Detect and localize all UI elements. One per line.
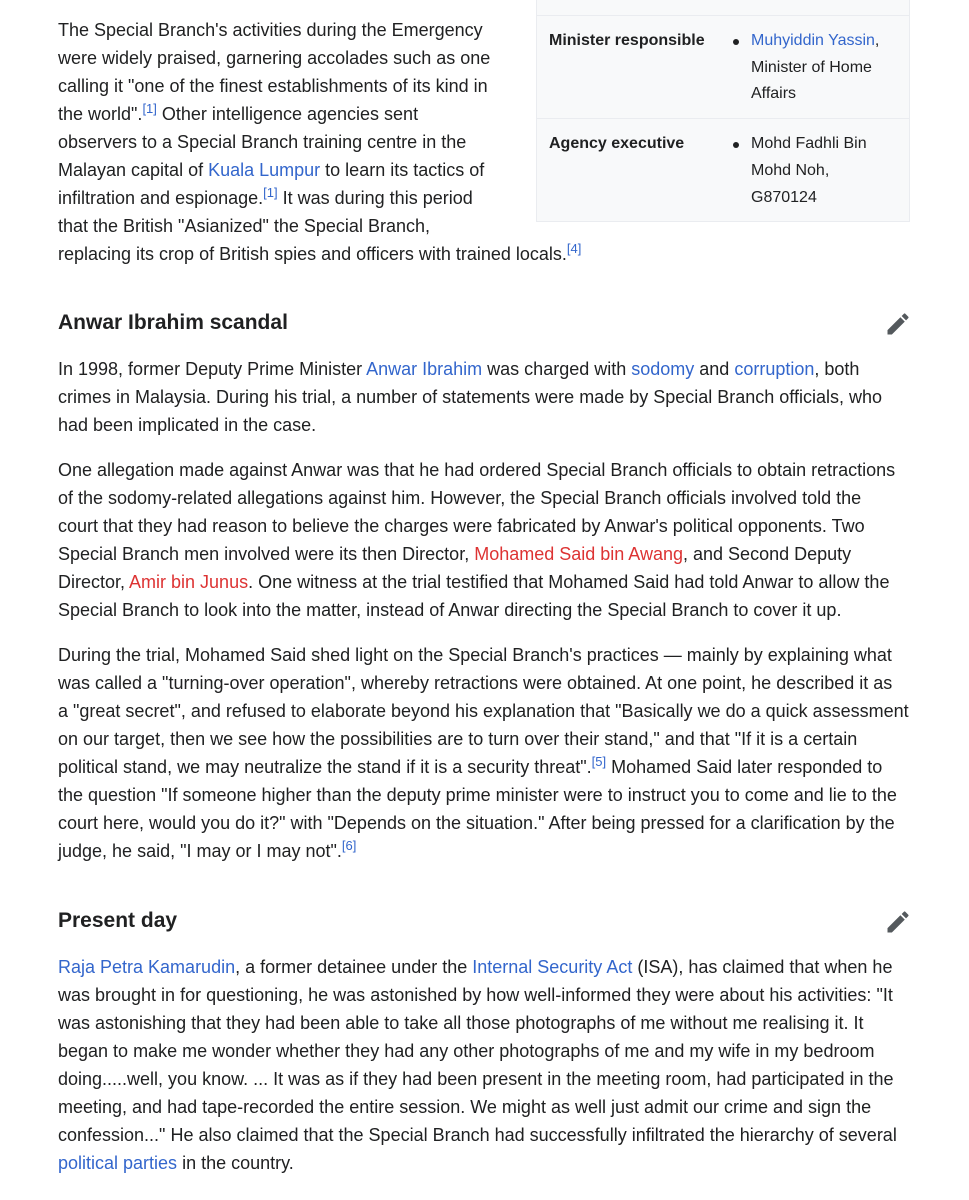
infobox-label: Agency executive (549, 135, 685, 153)
link-mohamed-said-bin-awang[interactable]: Mohamed Said bin Awang (474, 544, 684, 564)
infobox-value: Mohd Fadhli Bin Mohd Noh, G870124 (725, 131, 897, 211)
citation-link[interactable]: [5] (591, 754, 607, 769)
infobox-value: Muhyiddin Yassin, Minister of Home Affairs (725, 28, 897, 108)
link-corruption[interactable]: corruption (734, 359, 815, 379)
link-internal-security-act[interactable]: Internal Security Act (472, 957, 633, 977)
citation-link[interactable]: [4] (566, 241, 582, 256)
infobox-label: Minister responsible (549, 32, 705, 49)
paragraph-present-day: Raja Petra Kamarudin, a former detainee under the Internal Security Act (ISA), has claimed that when he was brought in for questioning, he was astonished by how well-informed they were about his activities: "It was astonishing that they had been able to take all those photographs of me without me realising it. It began to make me wonder whether they had any other photographs of me and my wife in my bedroom doing.....well, you know. ... It was as if they had been present in the meeting room, had participated in the meeting, and had tape-recorded the entire session. We might as well just admit our crime and sign the confession..." He also claimed that the Special Branch had successfully infiltrated the hierarchy of several political parties in the country. (58, 957, 897, 1173)
infobox-top-row (537, 0, 909, 16)
link-anwar-ibrahim[interactable]: Anwar Ibrahim (366, 359, 483, 379)
link-kuala-lumpur[interactable]: Kuala Lumpur (208, 160, 321, 180)
link-sodomy[interactable]: sodomy (631, 359, 695, 379)
paragraph-anwar-charges: In 1998, former Deputy Prime Minister Anwar Ibrahim was charged with sodomy and corruption, both crimes in Malaysia. During his trial, a number of statements were made by Special Branch officials, who had been implicated in the case. (58, 359, 883, 435)
link-raja-petra-kamarudin[interactable]: Raja Petra Kamarudin (58, 957, 236, 977)
link-amir-bin-junus[interactable]: Amir bin Junus (129, 572, 249, 592)
paragraph-allegation: One allegation made against Anwar was that he had ordered Special Branch officials to obtain retractions of the sodomy-related allegations against him. However, the Special Branch officials involved told the court that they had reason to believe the charges were fabricated by Anwar's political opponents. Two Special Branch men involved were its then Director, Mohamed Said bin Awang, and Second Deputy Director, Amir bin Junus. One witness at the trial testified that Mohamed Said had told Anwar to allow the Special Branch to look into the matter, instead of Anwar directing the Special Branch to cover it up. (58, 460, 896, 620)
pencil-icon[interactable] (884, 908, 912, 936)
citation-link[interactable]: [1] (142, 101, 157, 116)
link-muhyiddin-yassin[interactable]: Muhyiddin Yassin (751, 32, 875, 49)
pencil-icon[interactable] (884, 310, 912, 338)
citation-link[interactable]: [1] (263, 185, 278, 200)
paragraph-trial: During the trial, Mohamed Said shed light on the Special Branch's practices — mainly by explaining what was called a "turning-over operation", whereby retractions were obtained. At one point, he described it as a "great secret", and refused to elaborate beyond his explanation that "Basically we do a quick assessment on our target, then we see how the possibilities are to turn over their stand," and that "If it is a certain political stand, we may neutralize the stand if it is a security threat".[5] Mohamed Said later responded to the question "If someone higher than the deputy prime minister were to instruct you to come and lie to the court here, would you do it?" with "Depends on the situation." After being pressed for a clarification by the judge, he said, "I may or I may not".[6] (58, 645, 909, 861)
citation-link[interactable]: [6] (341, 838, 357, 853)
section-heading-anwar-ibrahim-scandal: Anwar Ibrahim scandal (58, 311, 288, 334)
intro-paragraph: The Special Branch's activities during the Emergency were widely praised, garnering accolades such as one calling it "one of the finest establishments of its kind in the world".[1] Other intelligence agencies sent observers to a Special Branch training centre in the Malayan capital of Kuala Lumpur to learn its tactics of infiltration and espionage.[1] It was during this period that the British "Asianized" the Special Branch, replacing its crop of British spies and officers with trained locals.[4] (58, 20, 582, 264)
link-political-parties[interactable]: political parties (58, 1153, 178, 1173)
section-heading-present-day: Present day (58, 909, 178, 932)
